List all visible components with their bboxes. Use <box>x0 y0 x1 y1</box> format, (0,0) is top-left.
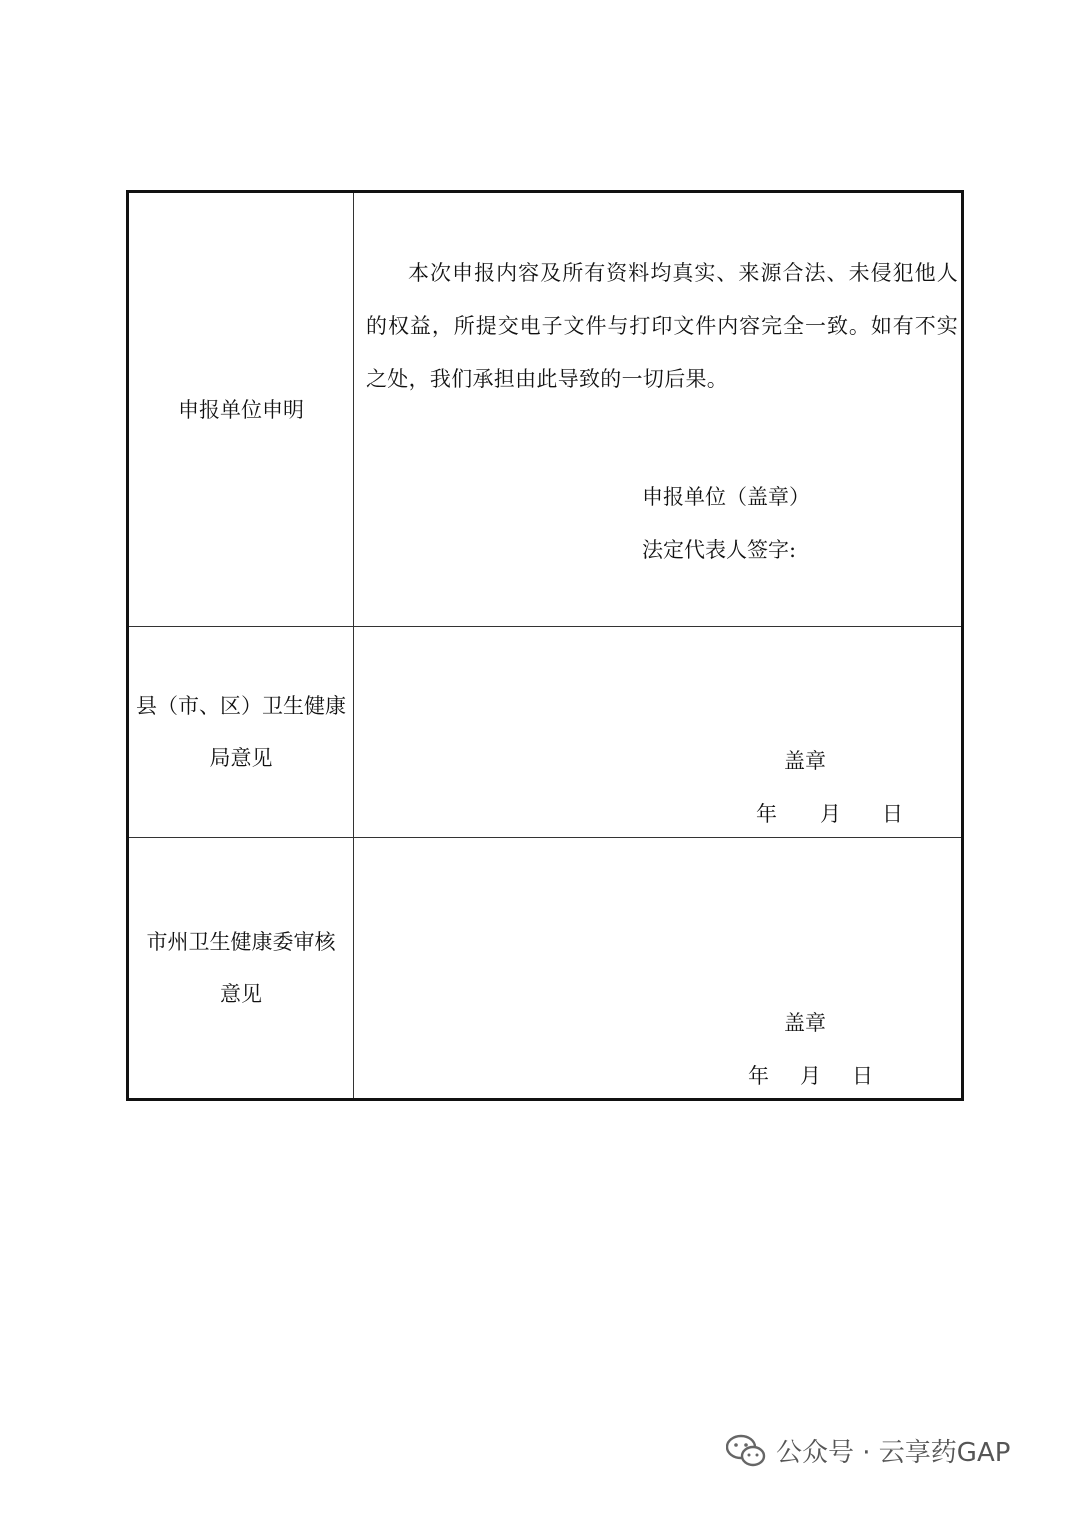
row-applicant-declaration <box>129 193 961 627</box>
row-label-line-1: 县（市、区）卫生健康 <box>136 694 346 718</box>
declaration-text: 本次申报内容及所有资料均真实、来源合法、未侵犯他人的权益，所提交电子文件与打印文件内容完全一致。如有不实之处，我们承担由此导致的一切后果。 <box>366 261 958 391</box>
content-cell-applicant-declaration <box>354 193 961 626</box>
city-seal-label: 盖章 <box>784 1011 826 1035</box>
row-county-health-bureau-opinion <box>129 627 961 838</box>
city-date-day: 日 <box>852 1064 873 1088</box>
row-city-health-commission-opinion <box>129 838 961 1098</box>
approval-form-table <box>126 190 964 1101</box>
city-date-month: 月 <box>800 1064 821 1088</box>
content-cell-county-opinion <box>354 627 961 837</box>
label-cell-applicant-declaration <box>129 193 353 626</box>
row-label-line-2: 局意见 <box>209 746 273 770</box>
county-seal-label: 盖章 <box>784 749 826 773</box>
applicant-seal-label: 申报单位（盖章） <box>642 485 810 509</box>
legal-representative-signature-label: 法定代表人签字: <box>642 538 797 562</box>
watermark-text: 公众号 · 云享药GAP <box>776 1438 1011 1468</box>
county-date-day: 日 <box>882 802 903 826</box>
label-cell-city-opinion <box>129 838 353 1098</box>
label-cell-county-opinion <box>129 627 353 837</box>
county-date-year: 年 <box>756 802 777 826</box>
city-date-year: 年 <box>748 1064 769 1088</box>
wechat-icon <box>726 1434 766 1468</box>
content-cell-city-opinion <box>354 838 961 1098</box>
row-label-line-1: 市州卫生健康委审核 <box>146 930 336 954</box>
row-label-line-2: 意见 <box>220 982 262 1006</box>
row-label: 申报单位申明 <box>178 397 304 422</box>
wechat-official-account-watermark <box>726 1432 1010 1469</box>
county-date-month: 月 <box>820 802 841 826</box>
